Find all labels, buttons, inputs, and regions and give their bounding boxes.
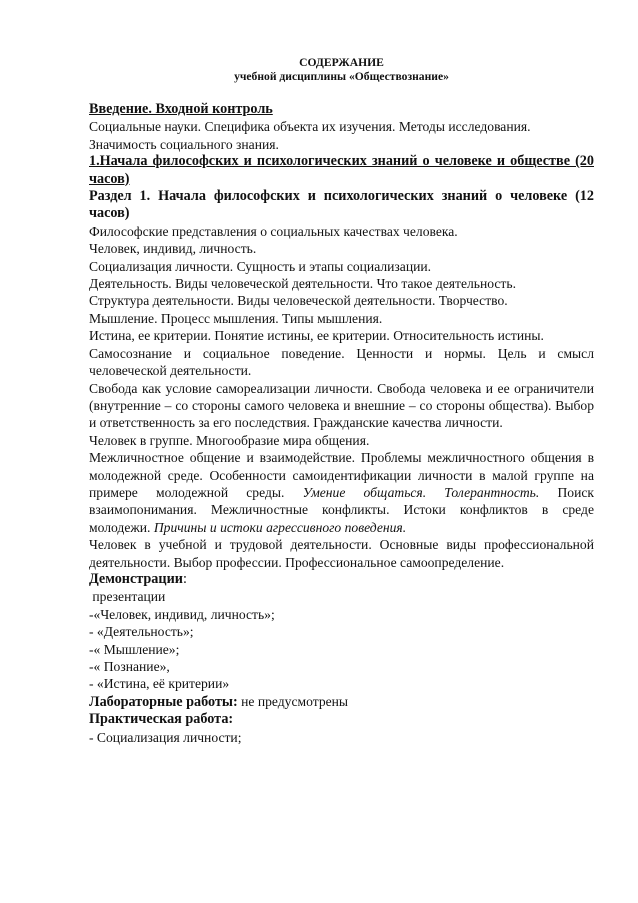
practice-heading: Практическая работа:: [89, 711, 234, 728]
intro-text-2: Значимость социального знания.: [89, 136, 279, 152]
demo-heading-line: [89, 571, 594, 588]
paragraph-segment: Межличностное общение и взаимодействие. Проблемы межличностного общения в молодежной среде. Особенности самоидентификации личности в малой группе на примере молодежной среды.: [89, 450, 594, 500]
lab-label: Лабораторные работы:: [89, 693, 238, 710]
demo-item: -«Человек, индивид, личность»;: [89, 606, 275, 622]
section1-heading: Раздел 1. Начала философских и психологических знаний о человеке (12 часов): [89, 188, 594, 222]
paragraph: Социализация личности. Сущность и этапы социализации.: [89, 258, 432, 274]
demo-item: -« Познание»,: [89, 659, 170, 674]
intro-text-1: Социальные науки. Специфика объекта их изучения. Методы исследования.: [89, 119, 531, 135]
paragraph: Мышление. Процесс мышления. Типы мышления.: [89, 310, 383, 326]
paragraph-mixed: [89, 449, 594, 536]
paragraph-segment: Поиск взаимопонимания. Межличностные конфликты. Истоки конфликтов в среде молодежи.: [89, 484, 594, 535]
paragraph: Философские представления о социальных качествах человека.: [89, 223, 458, 239]
paragraph: Самосознание и социальное поведение. Ценности и нормы. Цель и смысл человеческой деятельности.: [89, 345, 594, 379]
document-title: СОДЕРЖАНИЕ: [299, 56, 384, 69]
paragraph: Человек в группе. Многообразие мира общения.: [89, 432, 370, 448]
demo-item: - «Деятельность»;: [89, 624, 194, 640]
demo-item: - «Истина, её критерии»: [89, 676, 230, 692]
document-subtitle: учебной дисциплины «Обществознание»: [234, 70, 449, 83]
lab-line: [89, 693, 594, 711]
paragraph: Человек в учебной и трудовой деятельности. Основные виды профессиональной деятельности. Выбор профессии. Профессиональное самоопределение.: [89, 537, 594, 570]
part1-heading: 1.Начала философских и психологических знаний о человеке и обществе (20 часов): [89, 153, 594, 187]
paragraph: Свобода как условие самореализации личности. Свобода человека и ее ограничители (внутренние – со стороны самого человека и внешние – со стороны общества). Выбор и ответственность за его последствия. Гражданские качества личности.: [89, 380, 594, 431]
paragraph: Человек, индивид, личность.: [89, 241, 257, 257]
paragraph: Структура деятельности. Виды человеческой деятельности. Творчество.: [89, 293, 508, 309]
demo-colon: :: [182, 570, 187, 587]
paragraph: Истина, ее критерии. Понятие истины, ее критерии. Относительность истины.: [89, 328, 544, 344]
paragraph: Деятельность. Виды человеческой деятельности. Что такое деятельность.: [89, 276, 516, 292]
demo-item: презентации: [89, 589, 166, 605]
lab-value: не предусмотрены: [237, 693, 349, 709]
paragraph-italic-segment: Умение общаться. Толерантность.: [302, 484, 540, 500]
practice-item: - Социализация личности;: [89, 729, 242, 745]
demo-heading: Демонстрации: [89, 570, 183, 587]
paragraph-italic-segment: Причины и истоки агрессивного поведения.: [153, 519, 407, 535]
intro-heading: Введение. Входной контроль: [89, 101, 273, 117]
demo-item: -« Мышление»;: [89, 641, 180, 657]
